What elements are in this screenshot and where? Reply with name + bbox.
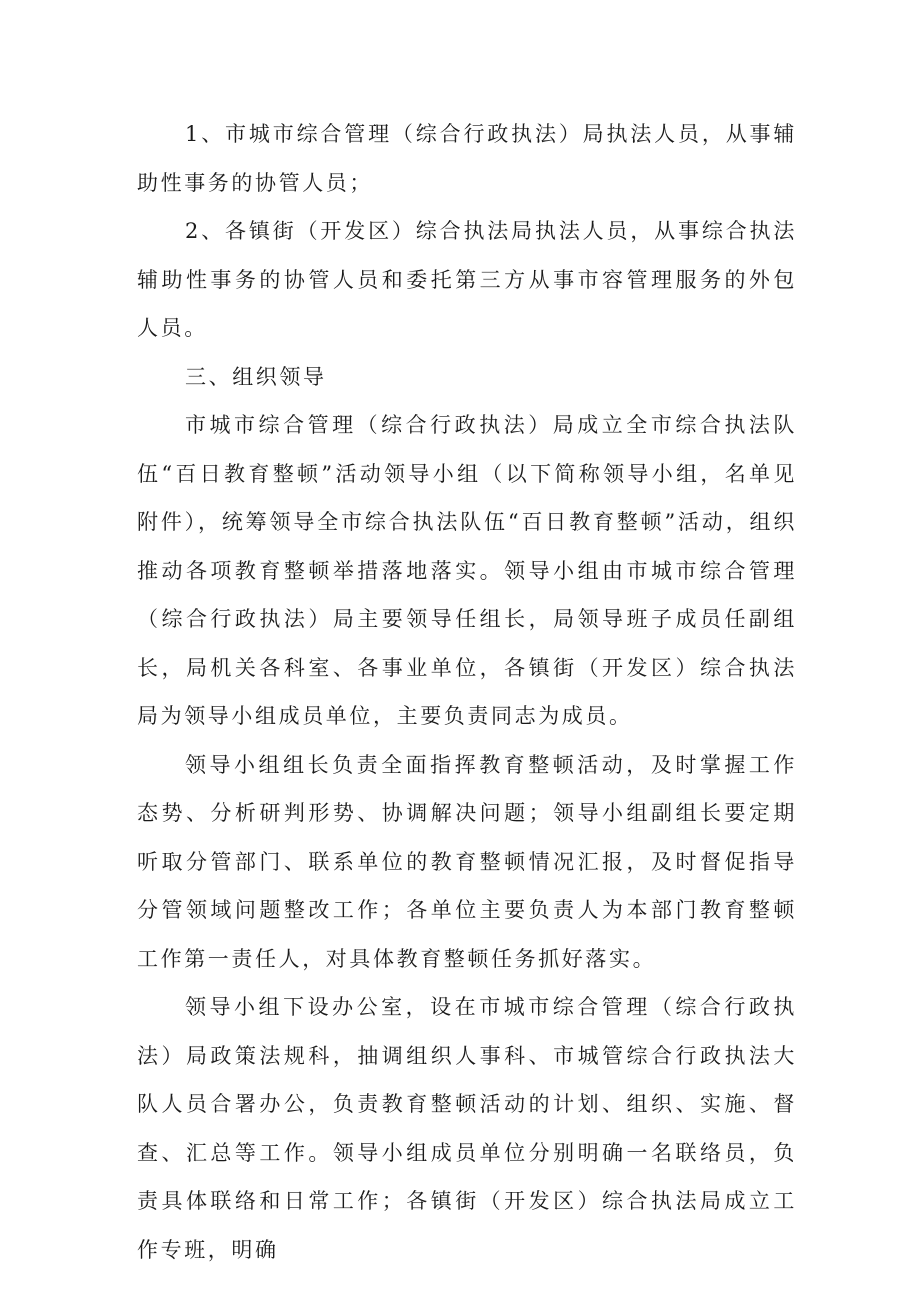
paragraph-group-duties: 领导小组组长负责全面指挥教育整顿活动，及时掌握工作态势、分析研判形势、协调解决问题；领导小组副组长要定期听取分管部门、联系单位的教育整顿情况汇报，及时督促指导分管领域问题整改工作；各单位主要负责人为本部门教育整顿工作第一责任人，对具体教育整顿任务抓好落实。 [137, 752, 797, 971]
paragraph-office-setup: 领导小组下设办公室，设在市城市综合管理（综合行政执法）局政策法规科，抽调组织人事科、市城管综合行政执法大队人员合署办公，负责教育整顿活动的计划、组织、实施、督查、汇总等工作。领导小组成员单位分别明确一名联络员，负责具体联络和日常工作；各镇街（开发区）综合执法局成立工作专班，明确 [137, 995, 797, 1262]
document-body [137, 110, 797, 1274]
paragraph-leading-group: 市城市综合管理（综合行政执法）局成立全市综合执法队伍“百日教育整顿”活动领导小组（以下简称领导小组，名单见附件），统筹领导全市综合执法队伍“百日教育整顿”活动，组织推动各项教育整顿举措落地落实。领导小组由市城市综合管理（综合行政执法）局主要领导任组长，局领导班子成员任副组长，局机关各科室、各事业单位，各镇街（开发区）综合执法局为领导小组成员单位，主要负责同志为成员。 [137, 413, 797, 728]
section-heading-organization: 三、组织领导 [185, 364, 327, 389]
paragraph-scope-item-1: 1、市城市综合管理（综合行政执法）局执法人员，从事辅助性事务的协管人员； [137, 122, 797, 195]
paragraph-scope-item-2: 2、各镇街（开发区）综合执法局执法人员，从事综合执法辅助性事务的协管人员和委托第三方从事市容管理服务的外包人员。 [137, 219, 797, 340]
